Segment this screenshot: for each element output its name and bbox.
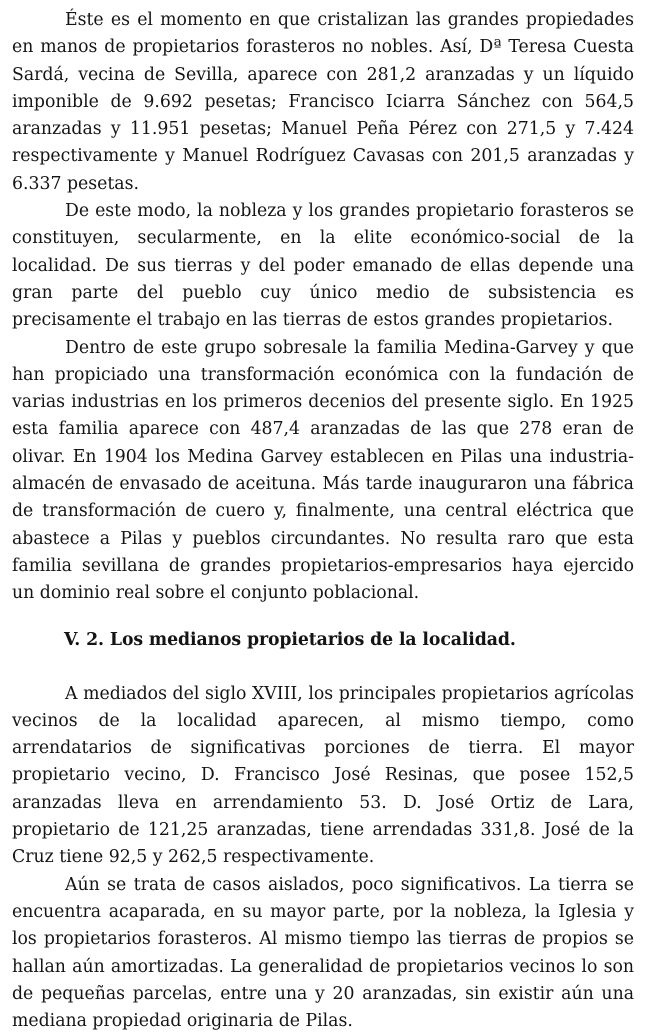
section-heading [12,627,634,654]
text-column [12,7,634,1035]
heading-spacer [12,654,634,681]
paragraph-mid-xviii-century: A mediados del siglo XVIII, los principales propietarios agrícolas vecinos de la localidad aparecen, al mismo tiempo, como arrendatarios de significativas porciones de tierra. El mayor propietario vecino, D. Francisco José Resinas, que posee 152,5 aranzadas lleva en arrendamiento 53. D. José Ortiz de Lara, propietario de 121,25 aranzadas, tiene arrendadas 331,8. José de la Cruz tiene 92,5 y 262,5 respectivamente. [12,683,634,868]
section-heading-number: V. 2. [64,629,104,650]
paragraph-forastero-owners: Éste es el momento en que cristalizan las grandes propiedades en manos de propietarios forasteros no nobles. Así, Dª Teresa Cuesta Sardá, vecina de Sevilla, aparece con 281,2 aranzadas y un líquido imponible de 9.692 pesetas; Francisco Iciarra Sánchez con 564,5 aranzadas y 11.951 pesetas; Manuel Peña Pérez con 271,5 y 7.424 respectivamente y Manuel Rodríguez Cavasas con 201,5 aranzadas y 6.337 pesetas. [12,10,634,194]
paragraph-medina-garvey: Dentro de este grupo sobresale la familia Medina-Garvey y que han propiciado una transformación económica con la fundación de varias industrias en los primeros decenios del presente siglo. En 1925 esta familia aparece con 487,4 aranzadas de las que 278 eran de olivar. En 1904 los Medina Garvey establecen en Pilas una industria-almacén de envasado de aceituna. Más tarde inauguraron una fábrica de transformación de cuero y, finalmente, una central eléctrica que abastece a Pilas y pueblos circundantes. No resulta raro que esta familia sevillana de grandes propietarios-empresarios haya ejercido un dominio real sobre el conjunto poblacional. [12,337,634,604]
section-heading-title: Los medianos propietarios de la localidad. [109,629,516,650]
paragraph-isolated-cases: Aún se trata de casos aislados, poco significativos. La tierra se encuentra acaparada, en su mayor parte, por la nobleza, la Iglesia y los propietarios forasteros. Al mismo tiempo las tierras de propios se hallan aún amortizadas. La generalidad de propietarios vecinos lo son de pequeñas parcelas, entre una y 20 aranzadas, sin existir aún una mediana propiedad originaria de Pilas. [12,874,634,1032]
paragraph-nobility-elite: De este modo, la nobleza y los grandes propietario forasteros se constituyen, secularmente, en la elite económico-social de la localidad. De sus tierras y del poder emanado de ellas depende una gran parte del pueblo cuy único medio de subsistencia es precisamente el trabajo en las tierras de estos grandes propietarios. [12,201,634,331]
